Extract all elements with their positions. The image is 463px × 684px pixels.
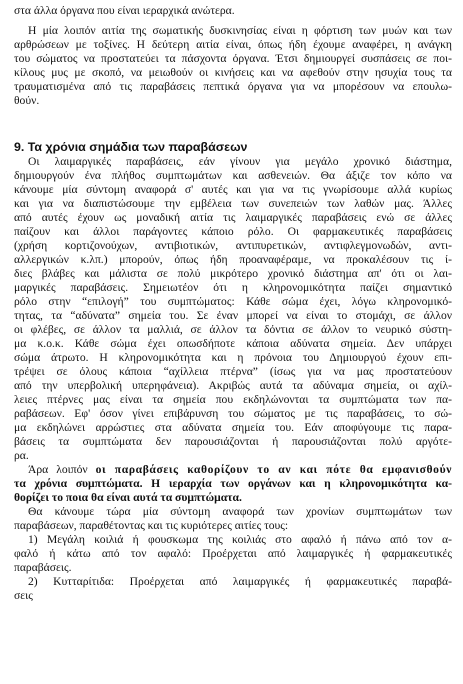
text-line bbox=[14, 463, 452, 477]
text-line: αλλεργικών κ.λπ.) μπορούν, όπως ήδη προαναφέραμε, να προκαλέσουν τις ί- bbox=[14, 253, 452, 266]
section-paragraph-2 bbox=[14, 463, 452, 505]
text-line: (χρήση κορτιζονούχων, αντιβιοτικών, αντιπυρετικών, αντιφλεγμονωδών, αντι- bbox=[14, 239, 452, 252]
text-line: Οι λαιμαργικές παραβάσεις, εάν γίνουν για μεγάλο χρονικό διάστημα, bbox=[28, 155, 452, 168]
text-line: λειες πτέρνες μας είναι τα σημεία που εκδηλώνονται τα συμπτώματα των πα- bbox=[14, 393, 452, 406]
text-line: τραυματισμένα από τις παραβάσεις πεπτικά όργανα για να μπορέσουν να επουλω- bbox=[14, 80, 452, 93]
text-line: τρέψει σε όλους κάποια “αχίλλεια πτέρνα” (ίσως για να μας προστατεύουν bbox=[14, 365, 452, 378]
text-line: από αυτές έχουν ως μοναδική αιτία τις λαιμαργικές παραβάσεις ενώ σε άλλες bbox=[14, 211, 452, 224]
section-paragraph-1 bbox=[14, 155, 452, 463]
list-item-1 bbox=[14, 533, 452, 575]
text-line: κάνουμε μία σύντομη αναφορά σ' αυτές και για να τις γνωρίσουμε αλλά κυρίως bbox=[14, 183, 452, 196]
text-line: παραβάσεις. bbox=[14, 561, 72, 574]
text-line: Θα κάνουμε τώρα μία σύντομη αναφορά των χρονίων συμπτωμάτων των bbox=[28, 505, 452, 518]
list-item-2 bbox=[14, 575, 452, 603]
text-line: του σώματος να προστατεύει τα πάσχοντα όργανα. Έτσι δημιουργεί συσπάσεις σε ποι- bbox=[14, 52, 452, 65]
text-line: τητας, τα “αδύνατα” σημεία του. Σε έναν μπορεί να είναι το στομάχι, σε άλλον bbox=[14, 309, 452, 322]
text-line: κίλους μυς με σκοπό, να μειωθούν οι κινήσεις και να αφεθούν στην ησυχία τους τα bbox=[14, 66, 452, 79]
intro-paragraph bbox=[14, 24, 452, 108]
text-line: οι φλέβες, σε άλλον τα μαλλιά, σε άλλον τα δόντια σε άλλον το νευρικό σύστη- bbox=[14, 323, 452, 336]
text-line: βάσεις τα συμπτώματα δεν παρουσιάζονται ή παρουσιάζονται πολύ αργότε- bbox=[14, 435, 452, 448]
text-line: Η μία λοιπόν αιτία της σωματικής δυσκινησίας είναι η φόρτιση των μυών και των bbox=[28, 24, 452, 37]
text-line: δημιουργούν ένα πλήθος συμπτωμάτων και ασθενειών. Θα άξιζε τον κόπο να bbox=[14, 169, 452, 182]
text-line: μα εκδηλώνει αρρώστιες στα αδύνατα σημεία του. Εάν αποφύγουμε τις παρα- bbox=[14, 421, 452, 434]
text-line: φαλό ή κάτω από τον αφαλό: Προέρχεται από λαιμαργικές ή φαρμακευτικές bbox=[14, 547, 452, 560]
text-line: παραβάσεων, παραθέτοντας και τις κυριότερες αιτίες τους: bbox=[14, 519, 289, 532]
emphasis-line: θορίζει το ποια θα είναι αυτά τα συμπτώματα. bbox=[14, 491, 242, 504]
text-line: σεις bbox=[14, 589, 33, 602]
text-line: από την υπερβολική υπερηφάνεια). Ακριβώς αυτά τα αδύναμα σημεία, οι αχίλ- bbox=[14, 379, 452, 392]
text-line: διες βλάβες και μάλιστα σε πολύ μικρότερο χρονικό διάστημα απ' ότι οι λαι- bbox=[14, 267, 452, 280]
text-line: παίζουν και άλλοι παράγοντες κάποιο ρόλο. Οι φαρμακευτικές παραβάσεις bbox=[14, 225, 452, 238]
section-paragraph-3 bbox=[14, 505, 452, 533]
text-line: μαργικές παραβάσεις. Σημειωτέον ότι η κληρονομικότητα παίζει σημαντικό bbox=[14, 281, 452, 294]
emphasis-text: οι παραβάσεις καθορίζουν το αν και πότε θα εμφανισθούν bbox=[95, 463, 452, 476]
text-line: ρα. bbox=[14, 449, 29, 462]
text-line: θούν. bbox=[14, 94, 40, 107]
document-page bbox=[14, 4, 452, 603]
text-line: 2) Κυτταρίτιδα: Προέρχεται από λαιμαργικές ή φαρμακευτικές παραβά- bbox=[28, 575, 452, 588]
text-span: Άρα λοιπόν bbox=[28, 463, 96, 476]
section-heading: 9. Τα χρόνια σημάδια των παραβάσεων bbox=[14, 140, 248, 154]
emphasis-line: τα χρόνια συμπτώματα. Η ιεραρχία των οργάνων και η κληρονομικότητα κα- bbox=[14, 477, 452, 490]
text-line: μα κ.ο.κ. Κάθε σώμα έχει οπωσδήποτε κάποια αδύνατα σημεία. Δεν υπάρχει bbox=[14, 337, 452, 350]
intro-line: στα άλλα όργανα που είναι ιεραρχικά ανώτερα. bbox=[14, 4, 235, 17]
text-line: αρθρώσεων με τοξίνες. Η δεύτερη αιτία είναι, όπως ήδη έχουμε αναφέρει, η ανάγκη bbox=[14, 38, 452, 51]
text-line: σώμα άτρωτο. Η κληρονομικότητα και η πρόνοια του Δημιουργού έχουν επι- bbox=[14, 351, 452, 364]
text-line: ραβάσεων. Εφ' όσον γίνει επιβάρυνση του σώματος με τις παραβάσεις, το σώ- bbox=[14, 407, 452, 420]
text-line: ρόλο στην “επιλογή” του συμπτώματος: Κάθε σώμα έχει, λόγω κληρονομικό- bbox=[14, 295, 452, 308]
text-line: και για να διαπιστώσουμε την εμβέλεια των συνεπειών των λαθών μας. Άλλες bbox=[14, 197, 452, 210]
text-line: 1) Μεγάλη κοιλιά ή φουσκωμα της κοιλιάς στο αφαλό ή πάνω από τον α- bbox=[28, 533, 452, 546]
